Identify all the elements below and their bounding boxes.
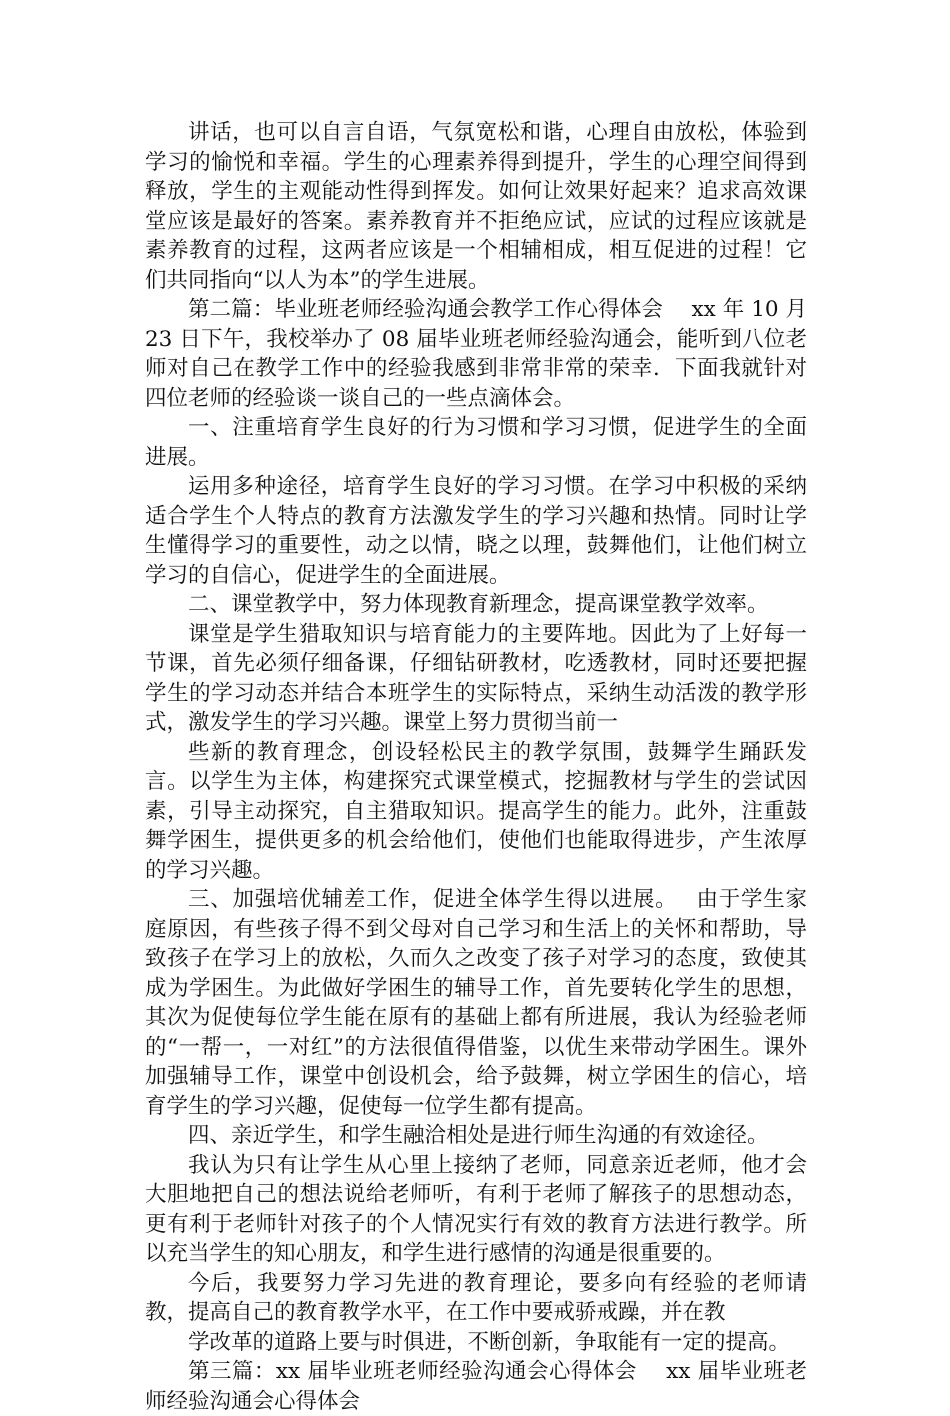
paragraph-7: 些新的教育理念，创设轻松民主的教学氛围，鼓舞学生踊跃发言。以学生为主体，构建探究式课堂模式，挖掘教材与学生的尝试因素，引导主动探究，自主猎取知识。提高学生的能力。此外，注重鼓舞学困生，提供更多的机会给他们，使他们也能取得进步，产生浓厚的学习兴趣。 [145, 739, 807, 883]
paragraph-6: 课堂是学生猎取知识与培育能力的主要阵地。因此为了上好每一节课，首先必须仔细备课，仔细钻研教材，吃透教材，同时还要把握学生的学习动态并结合本班学生的实际特点，采纳生动活泼的教学形式，激发学生的学习兴趣。课堂上努力贯彻当前一 [145, 621, 807, 735]
paragraph-5: 二、课堂教学中，努力体现教育新理念，提高课堂教学效率。 [188, 592, 769, 617]
document-body [145, 118, 807, 1416]
paragraph-11: 今后，我要努力学习先进的教育理论，要多向有经验的老师请教，提高自己的教育教学水平，在工作中要戒骄戒躁，并在教 [145, 1270, 807, 1325]
paragraph-3: 一、注重培育学生良好的行为习惯和学习习惯，促进学生的全面进展。 [145, 415, 807, 470]
paragraph-9: 四、亲近学生，和学生融洽相处是进行师生沟通的有效途径。 [188, 1123, 769, 1148]
paragraph-10: 我认为只有让学生从心里上接纳了老师，同意亲近老师，他才会大胆地把自己的想法说给老师听，有利于老师了解孩子的思想动态，更有利于老师针对孩子的个人情况实行有效的教育方法进行教学。所以充当学生的知心朋友，和学生进行感情的沟通是很重要的。 [145, 1152, 807, 1266]
paragraph-2: 第二篇：毕业班老师经验沟通会教学工作心得体会 xx 年 10 月 23 日下午，我校举办了 08 届毕业班老师经验沟通会，能听到八位老师对自己在教学工作中的经验我感到非常非常的荣幸．下面我就针对四位老师的经验谈一谈自己的一些点滴体会。 [145, 297, 807, 411]
paragraph-12: 学改革的道路上要与时俱进，不断创新，争取能有一定的提高。 [188, 1329, 791, 1355]
paragraph-1: 讲话，也可以自言自语，气氛宽松和谐，心理自由放松，体验到学习的愉悦和幸福。学生的心理素养得到提升，学生的心理空间得到释放，学生的主观能动性得到挥发。如何让效果好起来？追求高效课堂应该是最好的答案。素养教育并不拒绝应试，应试的过程应该就是素养教育的过程，这两者应该是一个相辅相成，相互促进的过程！它们共同指向“以人为本”的学生进展。 [145, 120, 807, 293]
paragraph-4: 运用多种途径，培育学生良好的学习习惯。在学习中积极的采纳适合学生个人特点的教育方法激发学生的学习兴趣和热情。同时让学生懂得学习的重要性，动之以情，晓之以理，鼓舞他们，让他们树立学习的自信心，促进学生的全面进展。 [145, 474, 807, 588]
paragraph-13: 第三篇：xx 届毕业班老师经验沟通会心得体会 xx 届毕业班老师经验沟通会心得体会 [145, 1359, 807, 1414]
paragraph-8: 三、加强培优辅差工作，促进全体学生得以进展。 由于学生家庭原因，有些孩子得不到父母对自己学习和生活上的关怀和帮助，导致孩子在学习上的放松，久而久之改变了孩子对学习的态度，致使其成为学困生。为此做好学困生的辅导工作，首先要转化学生的思想，其次为促使每位学生能在原有的基础上都有所进展，我认为经验老师的“一帮一，一对红”的方法很值得借鉴，以优生来带动学困生。课外加强辅导工作，课堂中创设机会，给予鼓舞，树立学困生的信心，培育学生的学习兴趣，促使每一位学生都有提高。 [145, 887, 807, 1119]
